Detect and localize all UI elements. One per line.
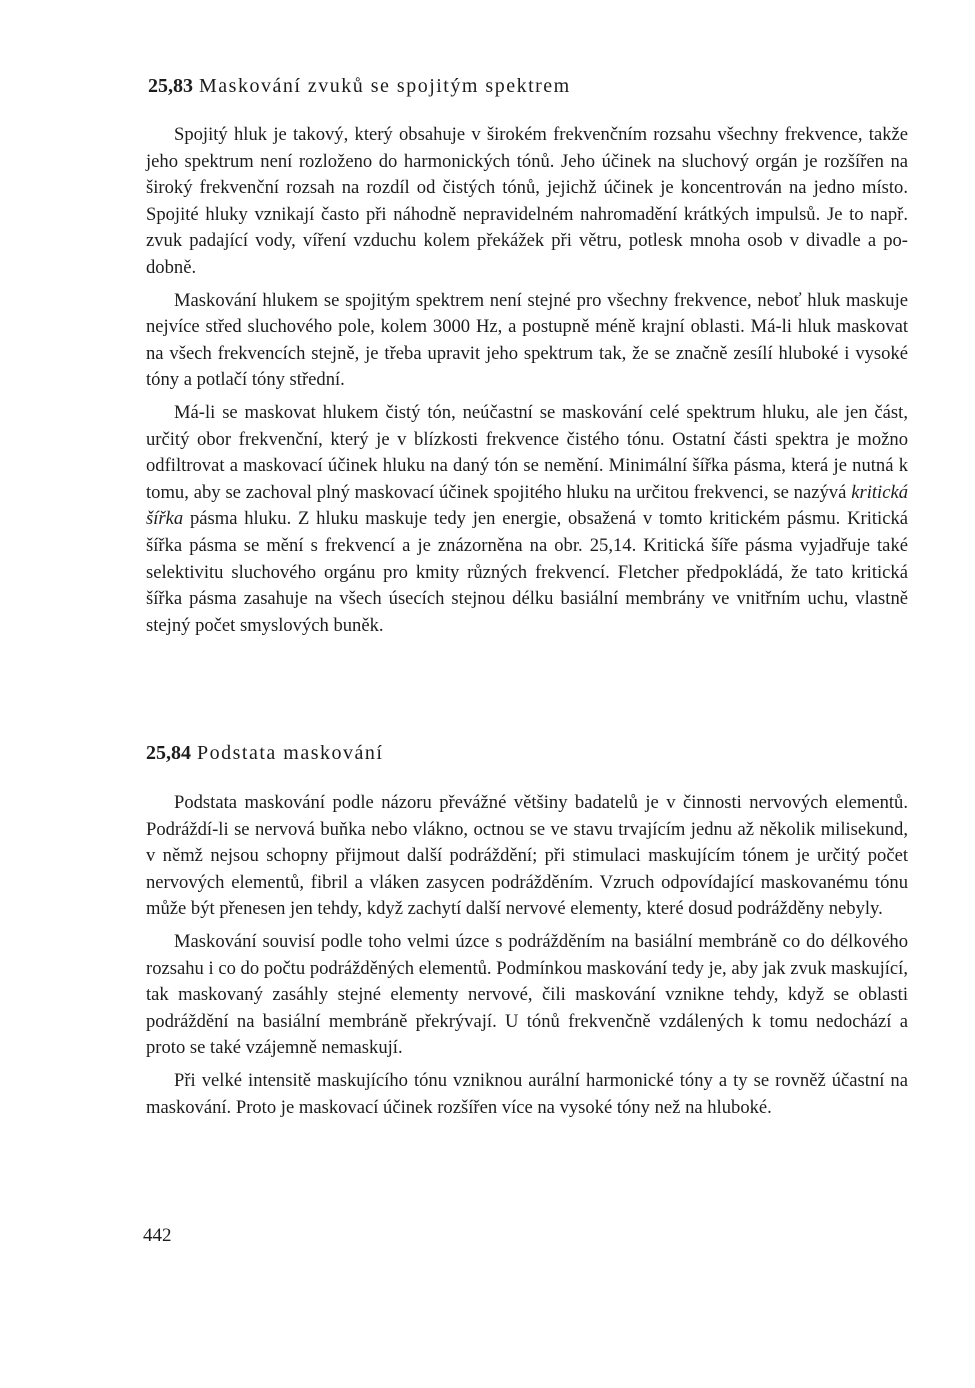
term-critical-width: kritická šířka <box>146 481 908 530</box>
paragraph: Maskování hlukem se spojitým spektrem není stejné pro všechny frekvence, neboť hluk maskuje nejvíce střed sluchového pole, kolem 3000 Hz, a postupně méně krajní oblasti. Má-li hluk maskovat na všech frekvencích stejně, je třeba upravit jeho spektrum tak, že se značně zesílí hluboké i vysoké tóny a potlačí tóny střední. <box>146 289 908 391</box>
section-heading-25-84 <box>146 741 383 765</box>
section-number: 25,84 <box>146 742 191 764</box>
section-number: 25,83 <box>148 75 193 97</box>
paragraph <box>146 400 908 639</box>
paragraph-text: pásma hluku. Z hluku maskuje tedy jen energie, obsažená v tomto kritickém pásmu. Kritická šířka pásma se mění s frekvencí a je znázorněna na obr. 25,14. Kritická šíře pásma vyjadřuje také selektivitu sluchového orgánu pro kmity různých frekvencí. Fletcher předpokládá, že tato kritická šířka pásma zasahuje na všech úsecích stejnou délku basiální membrány ve vnitřním uchu, vlastně stejný počet smyslových buněk. <box>146 508 908 636</box>
section-heading-25-83 <box>148 74 571 98</box>
paragraph: Při velké intensitě maskujícího tónu vzniknou aurální harmonické tóny a ty se rovněž účastní na maskování. Proto je maskovací účinek rozšířen více na vysoké tóny než na hluboké. <box>146 1069 908 1118</box>
section-body-25-83 <box>146 122 908 645</box>
paragraph: Maskování souvisí podle toho velmi úzce s podrážděním na basiální membráně co do délkového rozsahu i co do počtu podrážděných elementů. Podmínkou maskování tedy je, aby jak zvuk maskující, tak maskovaný zasáhly stejné elementy nervové, čili maskování vznikne tehdy, když se oblasti podráždění na basiální membráně překrývají. U tónů frekvenčně vzdálených k tomu nedochází a proto se také vzájemně nemaskují. <box>146 930 908 1059</box>
section-title: Maskování zvuků se spojitým spektrem <box>199 75 571 97</box>
paragraph-text: Má-li se maskovat hlukem čistý tón, neúčastní se maskování celé spektrum hluku, ale jen část, určitý obor frekvenční, který je v blízkosti frekvence čistého tónu. Ostatní části spektra je možno odfiltrovat a maskovací účinek hluku na daný tón se nemění. Minimální šířka pásma, která je nutná k tomu, aby se zachoval plný maskovací účinek spojitého hluku na určitou frekvenci, se nazývá <box>146 401 908 503</box>
paragraph: Spojitý hluk je takový, který obsahuje v širokém frekvenčním rozsahu všechny frekvence, takže jeho spektrum není rozloženo do harmonických tónů. Jeho účinek na sluchový orgán je rozšířen na široký frekvenční rozsah na rozdíl od čistých tónů, jejichž účinek je koncentrován na jedno místo. Spojité hluky vznikají často při náhodně nepravidelném nahromadění krátkých impulsů. Je to např. zvuk padající vody, víření vzduchu kolem překážek při větru, potlesk mnoha osob v divadle a podobně. <box>146 124 908 278</box>
section-body-25-84 <box>146 790 908 1127</box>
page-number: 442 <box>143 1225 172 1246</box>
section-title: Podstata maskování <box>197 742 384 764</box>
paragraph: Podstata maskování podle názoru převážné většiny badatelů je v činnosti nervových elementů. Podráždí-li se nervová buňka nebo vlákno, octnou se ve stavu trvajícím jednu až několik milisekund, v němž nejsou schopny přijmout další podráždění; při stimulaci maskujícím tónem je určitý počet nervových elementů, fibril a vláken zasycen podrážděním. Vzruch odpovídající maskovanému tónu může být přenesen jen tehdy, když zachytí další nervové elementy, které dosud podrážděny nebyly. <box>146 792 908 920</box>
